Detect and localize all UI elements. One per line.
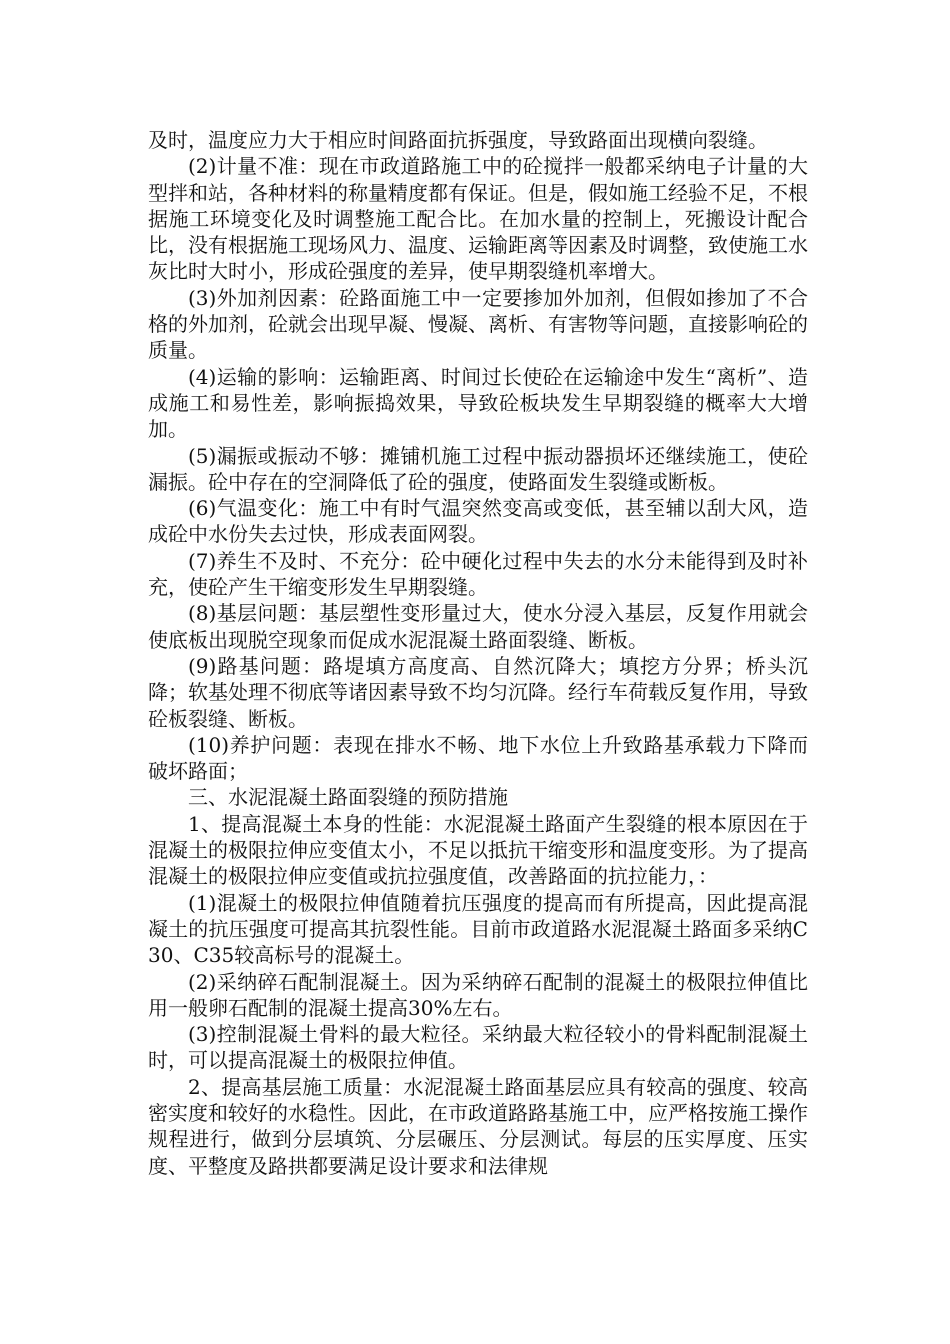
paragraph-subitem-2: (2)采纳碎石配制混凝土。因为采纳碎石配制的混凝土的极限拉伸值比用一般卵石配制的混凝土提高30%左右。 [148, 969, 808, 1020]
paragraph-item-2: (2)计量不准：现在市政道路施工中的砼搅拌一般都采纳电子计量的大型拌和站，各种材料的称量精度都有保证。但是，假如施工经验不足，不根据施工环境变化及时调整施工配合比。在加水量的控制上，死搬设计配合比，没有根据施工现场风力、温度、运输距离等因素及时调整，致使施工水灰比时大时小，形成砼强度的差异，使早期裂缝机率增大。 [148, 154, 808, 284]
paragraph-item-7: (7)养生不及时、不充分：砼中硬化过程中失去的水分未能得到及时补充，使砼产生干缩变形发生早期裂缝。 [148, 548, 808, 600]
document-page [148, 127, 808, 1179]
section-heading: 三、水泥混凝土路面裂缝的预防措施 [188, 785, 508, 810]
paragraph-item-4: (4)运输的影响：运输距离、时间过长使砼在运输途中发生“离析”、造成施工和易性差，影响振捣效果，导致砼板块发生早期裂缝的概率大大增加。 [148, 364, 808, 442]
paragraph-item-10: (10)养护问题：表现在排水不畅、地下水位上升致路基承载力下降而破坏路面； [148, 732, 808, 784]
paragraph-measure-2: 2、提高基层施工质量：水泥混凝土路面基层应具有较高的强度、较高密实度和较好的水稳性。因此，在市政道路路基施工中，应严格按施工操作规程进行，做到分层填筑、分层碾压、分层测试。每层的压实厚度、压实度、平整度及路拱都要满足设计要求和法律规 [148, 1074, 808, 1178]
paragraph-continuation: 及时，温度应力大于相应时间路面抗拆强度，导致路面出现横向裂缝。 [148, 128, 768, 152]
paragraph-subitem-1: (1)混凝土的极限拉伸值随着抗压强度的提高而有所提高，因此提高混凝土的抗压强度可提高其抗裂性能。目前市政道路水泥混凝土路面多采纳C30、C35较高标号的混凝土。 [148, 890, 808, 968]
paragraph-item-8: (8)基层问题：基层塑性变形量过大，使水分浸入基层，反复作用就会使底板出现脱空现象而促成水泥混凝土路面裂缝、断板。 [148, 601, 808, 652]
paragraph-measure-1: 1、提高混凝土本身的性能：水泥混凝土路面产生裂缝的根本原因在于混凝土的极限拉伸应变值太小，不足以抵抗干缩变形和温度变形。为了提高混凝土的极限拉伸应变值或抗拉强度值，改善路面的抗拉能力，： [148, 811, 808, 889]
paragraph-subitem-3: (3)控制混凝土骨料的最大粒径。采纳最大粒径较小的骨料配制混凝土时，可以提高混凝土的极限拉伸值。 [148, 1022, 808, 1073]
paragraph-item-3: (3)外加剂因素：砼路面施工中一定要掺加外加剂，但假如掺加了不合格的外加剂，砼就会出现早凝、慢凝、离析、有害物等问题，直接影响砼的质量。 [148, 285, 808, 363]
paragraph-item-5: (5)漏振或振动不够：摊铺机施工过程中振动器损坏还继续施工，使砼漏振。砼中存在的空洞降低了砼的强度，使路面发生裂缝或断板。 [148, 443, 808, 494]
paragraph-item-9: (9)路基问题：路堤填方高度高、自然沉降大；填挖方分界；桥头沉降；软基处理不彻底等诸因素导致不均匀沉降。经行车荷载反复作用，导致砼板裂缝、断板。 [148, 653, 808, 731]
paragraph-item-6: (6)气温变化：施工中有时气温突然变高或变低，甚至辅以刮大风，造成砼中水份失去过快，形成表面网裂。 [148, 496, 808, 547]
